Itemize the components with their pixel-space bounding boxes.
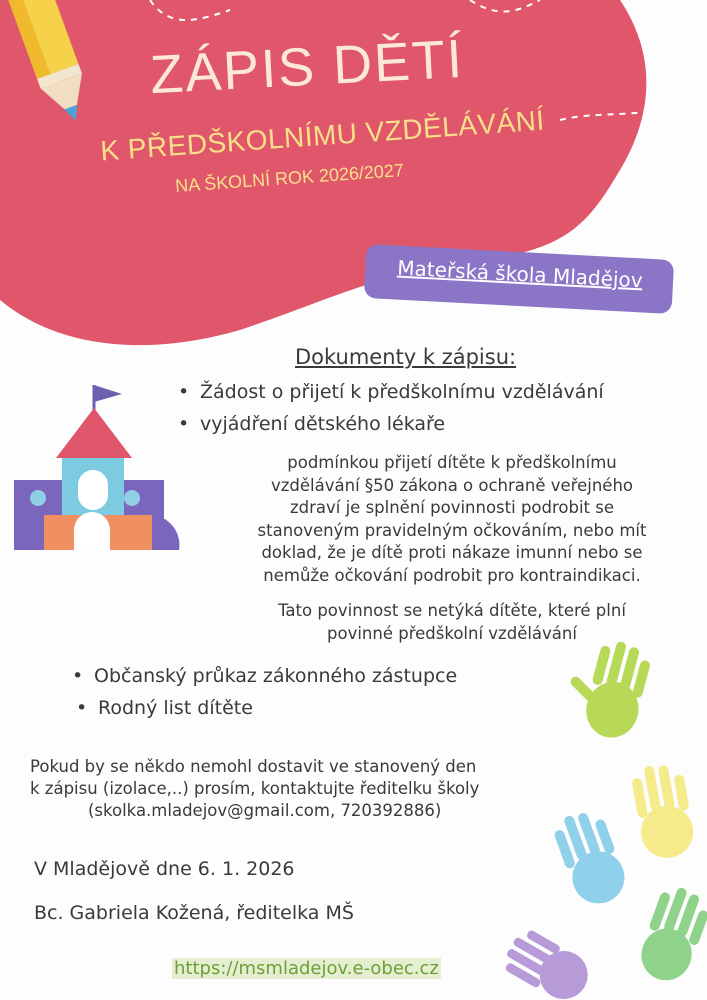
note-line: povinné předškolní vzdělávání <box>327 623 577 643</box>
list-item: • Žádost o přijetí k předškolnímu vzdělávání <box>178 376 604 408</box>
signature: Bc. Gabriela Kožená, ředitelka MŠ <box>34 902 354 924</box>
note-line: stanoveným pravidelným očkováním, nebo mít <box>257 520 647 540</box>
notice-line: (skolka.mladejov@gmail.com, 720392886) <box>88 801 442 820</box>
notice-line: Pokud by se někdo nemohl dostavit ve stanovený den <box>30 757 477 776</box>
pencil-icon <box>10 0 110 130</box>
note-line: doklad, že je dítě proti nákaze imunní nebo se <box>261 543 643 562</box>
date-line: V Mladějově dne 6. 1. 2026 <box>34 858 295 880</box>
list-item: • vyjádření dětského lékaře <box>178 408 604 440</box>
handprint-icon <box>560 640 670 750</box>
page-subtitle: K PŘEDŠKOLNÍMU VZDĚLÁVÁNÍ <box>99 104 546 167</box>
page-title: ZÁPIS DĚTÍ <box>148 28 466 106</box>
website-link[interactable]: https://msmladejov.e-obec.cz <box>174 958 439 979</box>
note-line: zdraví je splnění povinnosti podrobit se <box>289 498 615 517</box>
documents-heading: Dokumenty k zápisu: <box>295 345 517 369</box>
handprint-icon <box>620 885 707 995</box>
school-name: Mateřská škola Mladějov <box>396 255 644 293</box>
school-year: NA ŠKOLNÍ ROK 2026/2027 <box>174 160 405 196</box>
exemption-note <box>222 600 682 645</box>
documents-list-2 <box>72 660 457 724</box>
note-line: Tato povinnost se netýká dítěte, které plní <box>278 601 626 620</box>
notice-line: k zápisu (izolace,..) prosím, kontaktujte ředitelku školy <box>30 779 480 798</box>
list-item: • Rodný list dítěte <box>72 692 457 724</box>
documents-list <box>178 376 604 440</box>
contact-notice <box>30 756 590 822</box>
note-line: podmínkou přijetí dítěte k předškolnímu <box>287 453 617 472</box>
list-item: • Občanský průkaz zákonného zástupce <box>72 660 457 692</box>
handprint-icon <box>500 920 610 1000</box>
note-line: nemůže očkování podrobit pro kontraindikaci. <box>263 565 641 585</box>
vaccination-note <box>222 452 682 587</box>
note-line: vzdělávání §50 zákona o ochraně veřejného <box>271 475 633 495</box>
castle-icon <box>14 380 179 550</box>
